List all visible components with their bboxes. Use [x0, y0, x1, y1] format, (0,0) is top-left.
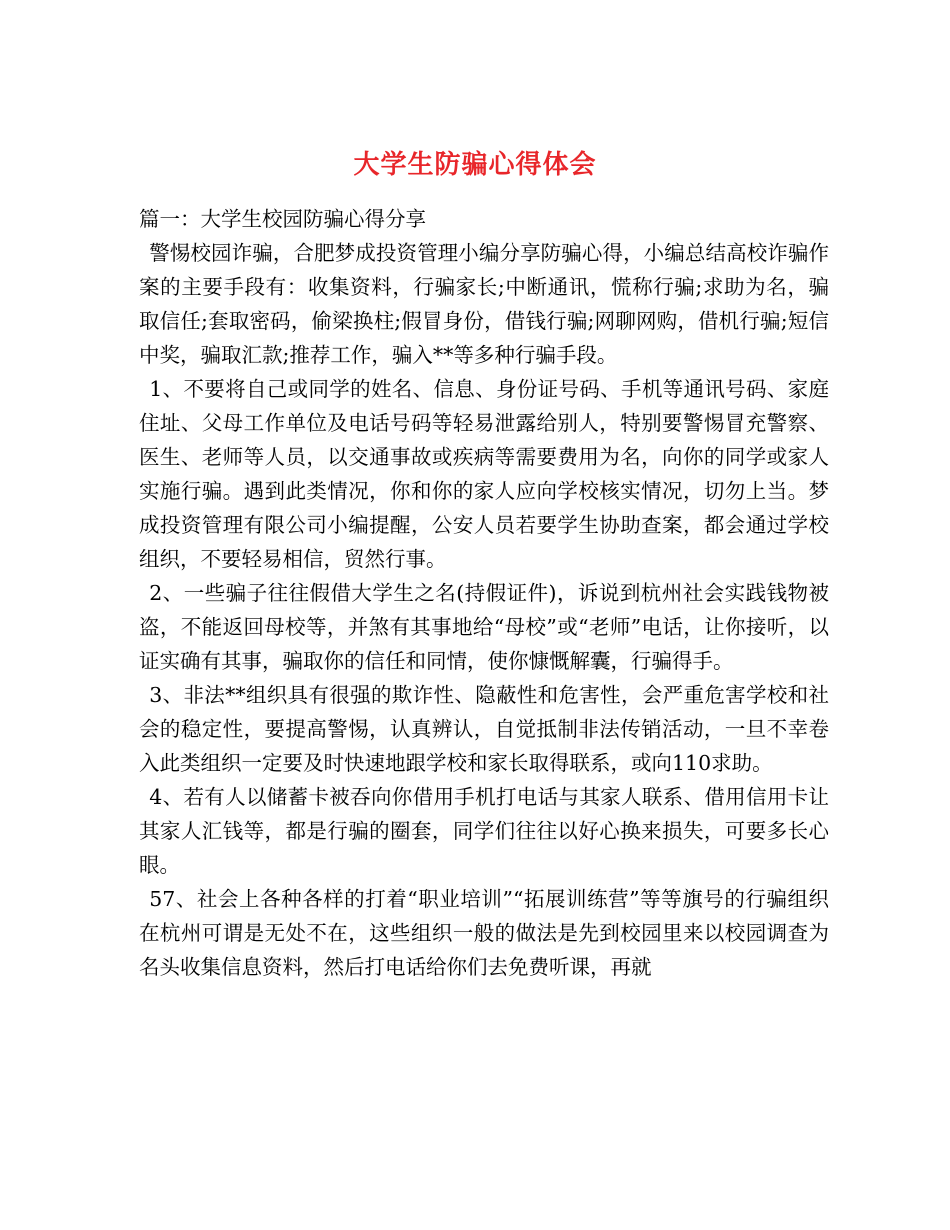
paragraph-tip-4: 4、若有人以储蓄卡被吞向你借用手机打电话与其家人联系、借用信用卡让其家人汇钱等，都是行骗的圈套，同学们往往以好心换来损失，可要多长心眼。 — [139, 785, 829, 877]
paragraph-tip-5: 57、社会上各种各样的打着“职业培训”“拓展训练营”等等旗号的行骗组织在杭州可谓是无处不在，这些组织一般的做法是先到校园里来以校园调查为名头收集信息资料，然后打电话给你们去免费听课，再就 — [139, 887, 829, 979]
section-heading: 篇一：大学生校园防骗心得分享 — [139, 207, 426, 231]
document-body — [139, 202, 829, 984]
paragraph-intro: 警惕校园诈骗，合肥梦成投资管理小编分享防骗心得，小编总结高校诈骗作案的主要手段有：收集资料，行骗家长;中断通讯，慌称行骗;求助为名，骗取信任;套取密码，偷梁换柱;假冒身份，借钱行骗;网聊网购，借机行骗;短信中奖，骗取汇款;推荐工作，骗入**等多种行骗手段。 — [139, 241, 829, 367]
document-title: 大学生防骗心得体会 — [353, 150, 597, 181]
paragraph-tip-1: 1、不要将自己或同学的姓名、信息、身份证号码、手机等通讯号码、家庭住址、父母工作单位及电话号码等轻易泄露给别人，特别要警惕冒充警察、医生、老师等人员，以交通事故或疾病等需要费用为名，向你的同学或家人实施行骗。遇到此类情况，你和你的家人应向学校核实情况，切勿上当。梦成投资管理有限公司小编提醒，公安人员若要学生协助查案，都会通过学校组织，不要轻易相信，贸然行事。 — [139, 377, 829, 571]
paragraph-tip-2: 2、一些骗子往往假借大学生之名(持假证件)，诉说到杭州社会实践钱物被盗，不能返回母校等，并煞有其事地给“母校”或“老师”电话，让你接听，以证实确有其事，骗取你的信任和同情，使你慷慨解囊，行骗得手。 — [139, 581, 829, 673]
paragraph-tip-3: 3、非法**组织具有很强的欺诈性、隐蔽性和危害性，会严重危害学校和社会的稳定性，要提高警惕，认真辨认，自觉抵制非法传销活动，一旦不幸卷入此类组织一定要及时快速地跟学校和家长取得联系，或向110求助。 — [139, 683, 829, 775]
